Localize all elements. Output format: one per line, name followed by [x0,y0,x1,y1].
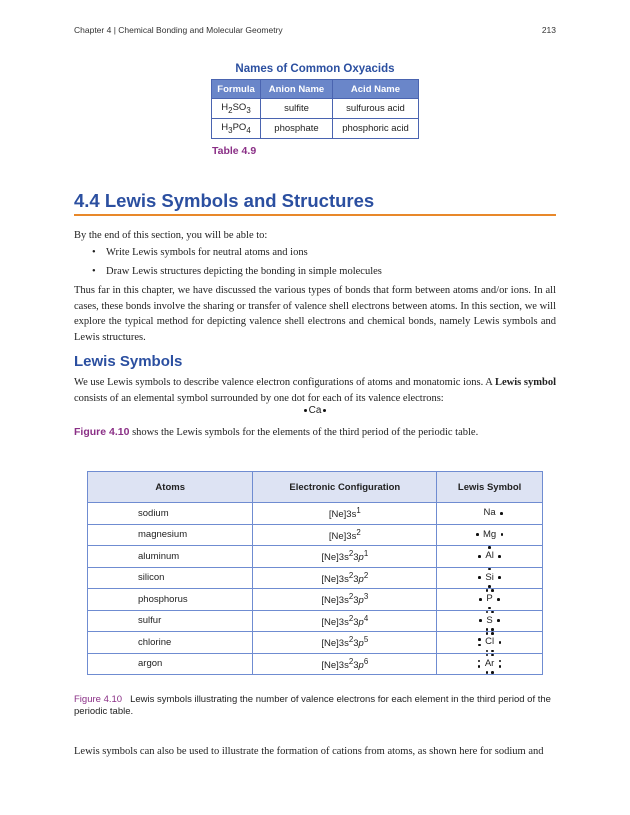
lewis-symbol-cell [437,632,543,654]
electron-dot [476,533,479,536]
column-header-electronic-configuration: Electronic Configuration [253,472,437,503]
section-heading: 4.4 Lewis Symbols and Structures [74,190,375,211]
lewis-symbol: P [479,593,499,605]
table-row [212,119,419,139]
atom-name-cell: magnesium [88,524,253,546]
electron-dot [497,598,500,601]
electron-dot [486,611,489,614]
lewis-symbol: Na [477,507,503,519]
table-header-row [88,472,543,503]
atom-name-cell: chlorine [88,632,253,654]
formula-cell: $H_3PO_4$ [212,119,261,139]
electron-dot [479,598,482,601]
atom-name-cell: aluminum [88,546,253,568]
lewis-symbol: Ar [478,658,502,670]
electron-dot [491,671,494,674]
electron-dot [499,641,502,644]
lewis-symbol-cell [437,503,543,525]
table-caption: Table 4.9 [212,145,257,157]
electron-dot [491,589,494,592]
anion-cell: sulfite [261,99,333,119]
atom-name-cell: phosphorus [88,589,253,611]
electron-dot [497,619,500,622]
table-row [88,653,543,675]
table-row [88,546,543,568]
atom-name-cell: sodium [88,503,253,525]
body-paragraph: Figure 4.10 shows the Lewis symbols for the elements of the third period of the periodic table. [74,426,479,438]
column-header-lewis-symbol: Lewis Symbol [437,472,543,503]
list-item: • Draw Lewis structures depicting the bonding in simple molecules [92,262,382,281]
electron-dot [478,665,481,668]
learning-objectives-list [92,243,382,281]
acid-cell: sulfurous acid [332,99,418,119]
acid-cell: phosphoric acid [332,119,418,139]
lewis-symbol-cell [437,610,543,632]
lewis-symbol-cell [437,524,543,546]
figure-caption: Figure 4.10 Lewis symbols illustrating the number of valence electrons for each element in the third period of the periodic table. [74,694,551,717]
column-header-acid-name: Acid Name [332,80,418,99]
lewis-symbol: Mg [476,529,503,541]
running-header: Chapter 4 | Chemical Bonding and Molecular Geometry [74,25,283,35]
electron-configuration-cell: $[Ne]3s^2$ [253,524,437,546]
electron-dot [488,568,491,571]
electron-dot [478,644,481,647]
page-number: 213 [541,25,556,35]
lewis-symbol: Cl [478,636,501,648]
subsection-heading: Lewis Symbols [74,353,183,370]
atom-name-cell: argon [88,653,253,675]
body-paragraph: Thus far in this chapter, we have discussed the various types of bonds that form between atoms and/or ions. In all cases, these bonds involve the sharing or transfer of valence shell electrons between atoms. In this section, we will explore the typical method for depicting valence shell electrons and chemical bonds, namely Lewis symbols and Lewis structures. [74,285,556,343]
electron-configuration-cell: $[Ne]3s^23p^3$ [253,589,437,611]
table-row [212,99,419,119]
oxyacids-table [211,79,419,139]
lewis-symbol-cell [437,546,543,568]
electron-dot [479,619,482,622]
electron-dot [488,607,491,610]
electron-dot [488,585,491,588]
table-row [88,503,543,525]
lewis-symbol-cell [437,567,543,589]
electron-dot [498,576,501,579]
lewis-symbol-cell [437,653,543,675]
lewis-symbol: S [479,615,499,627]
calcium-lewis-symbol: Ca [0,405,630,416]
electron-dot [491,628,494,631]
list-item: • Write Lewis symbols for neutral atoms and ions [92,243,382,262]
electron-configuration-cell: $[Ne]3s^23p^6$ [253,653,437,675]
table-row [88,567,543,589]
electron-dot [501,533,504,536]
oxyacids-table-title: Names of Common Oxyacids [235,63,395,75]
lewis-symbol: Al [478,550,500,562]
electron-configuration-cell: $[Ne]3s^23p^4$ [253,610,437,632]
electron-dot [486,589,489,592]
learning-objectives-intro: By the end of this section, you will be able to: [74,230,268,241]
lewis-symbol: Si [478,572,500,584]
key-term: Lewis symbol [494,377,556,388]
electron-dot [499,665,502,668]
electron-dot [478,638,481,641]
table-row [88,589,543,611]
electron-dot [486,671,489,674]
electron-dot [478,576,481,579]
lewis-symbol-cell [437,589,543,611]
electron-dot [486,654,489,657]
formula-cell: $H_2SO_3$ [212,99,261,119]
electron-dot [486,628,489,631]
body-paragraph: We use Lewis symbols to describe valence electron configurations of atoms and monatomic ions. A Lewis symbol consists of an elemental symbol surrounded by one dot for each of its valence electrons: [74,377,556,404]
section-divider [74,214,556,216]
electron-dot [491,654,494,657]
electron-dot [498,555,501,558]
atom-name-cell: silicon [88,567,253,589]
anion-cell: phosphate [261,119,333,139]
figure-label: Figure 4.10 [74,694,123,705]
electron-configuration-cell: $[Ne]3s^23p^2$ [253,567,437,589]
electron-dot [488,546,491,549]
electron-dot [486,632,489,635]
figure-reference-link[interactable]: Figure 4.10 [74,426,130,438]
electron-configuration-cell: $[Ne]3s^1$ [253,503,437,525]
table-row [88,632,543,654]
electron-dot [486,650,489,653]
electron-dot [478,555,481,558]
electron-dot [500,512,503,515]
column-header-atoms: Atoms [88,472,253,503]
electron-configuration-cell: $[Ne]3s^23p^1$ [253,546,437,568]
electron-configuration-cell: $[Ne]3s^23p^5$ [253,632,437,654]
table-row [88,610,543,632]
electron-dot [491,650,494,653]
column-header-formula: Formula [212,80,261,99]
body-paragraph: Lewis symbols can also be used to illustrate the formation of cations from atoms, as shown here for sodium and [74,746,544,757]
electron-dot [478,660,481,663]
table-row [88,524,543,546]
table-header-row [212,80,419,99]
electron-dot [499,660,502,663]
electron-dot [491,611,494,614]
atom-name-cell: sulfur [88,610,253,632]
electron-dot [491,632,494,635]
column-header-anion-name: Anion Name [261,80,333,99]
lewis-symbols-table [87,471,543,675]
